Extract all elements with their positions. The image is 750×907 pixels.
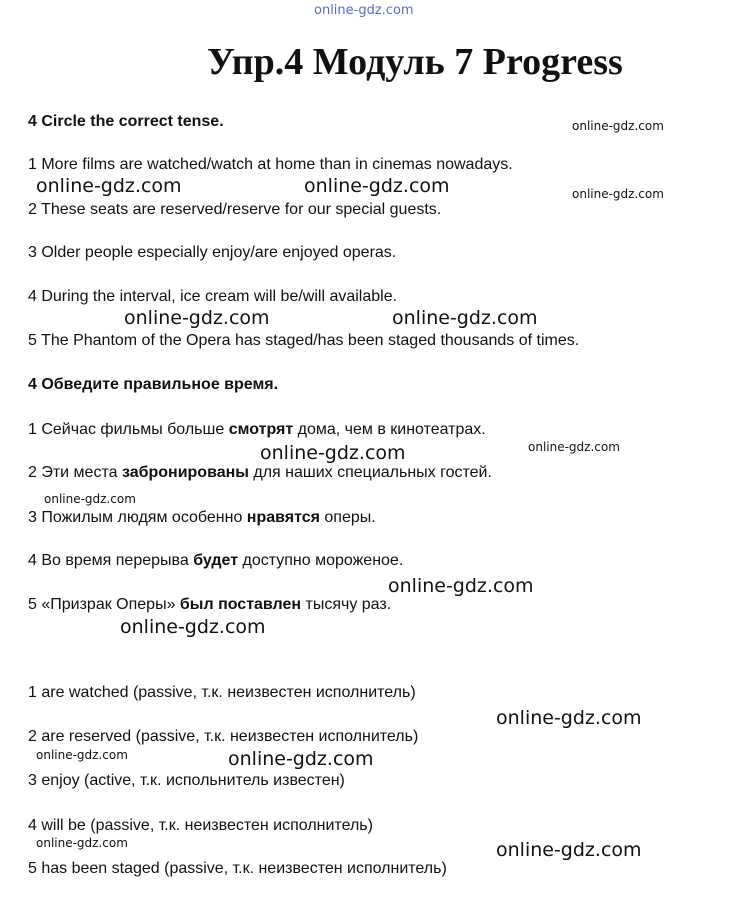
watermark: online-gdz.com [528, 440, 620, 454]
en-item: 1 More films are watched/watch at home than in cinemas nowadays. [28, 156, 513, 173]
answer-item: 4 will be (passive, т.к. неизвестен исполнитель) [28, 817, 373, 834]
ru-item: 5 «Призрак Оперы» был поставлен тысячу раз. [28, 596, 392, 613]
top-watermark: online-gdz.com [314, 3, 414, 18]
watermark: online-gdz.com [44, 492, 136, 506]
watermark: online-gdz.com [124, 307, 270, 329]
watermark: online-gdz.com [572, 187, 664, 201]
watermark: online-gdz.com [496, 839, 642, 861]
watermark: online-gdz.com [392, 307, 538, 329]
watermark: online-gdz.com [228, 748, 374, 770]
ru-item: 3 Пожилым людям особенно нравятся оперы. [28, 509, 376, 526]
answer-item: 1 are watched (passive, т.к. неизвестен исполнитель) [28, 684, 416, 701]
ru-item: 2 Эти места забронированы для наших специальных гостей. [28, 464, 492, 481]
en-item: 3 Older people especially enjoy/are enjoyed operas. [28, 244, 397, 261]
en-heading: 4 Circle the correct tense. [28, 113, 224, 130]
watermark: online-gdz.com [36, 748, 128, 762]
watermark: online-gdz.com [36, 836, 128, 850]
en-item: 2 These seats are reserved/reserve for our special guests. [28, 201, 442, 218]
page-title: Упр.4 Модуль 7 Progress [207, 41, 623, 83]
ru-item: 1 Сейчас фильмы больше смотрят дома, чем в кинотеатрах. [28, 421, 486, 438]
watermark: online-gdz.com [496, 707, 642, 729]
answer-item: 5 has been staged (passive, т.к. неизвестен исполнитель) [28, 860, 447, 877]
en-item: 4 During the interval, ice cream will be/will available. [28, 288, 398, 305]
watermark: online-gdz.com [260, 442, 406, 464]
en-item: 5 The Phantom of the Opera has staged/has been staged thousands of times. [28, 332, 580, 349]
answer-item: 3 enjoy (active, т.к. испольнитель известен) [28, 772, 345, 789]
answer-item: 2 are reserved (passive, т.к. неизвестен исполнитель) [28, 728, 419, 745]
watermark: online-gdz.com [120, 616, 266, 638]
ru-item: 4 Во время перерыва будет доступно мороженое. [28, 552, 404, 569]
watermark: online-gdz.com [388, 575, 534, 597]
ru-heading: 4 Обведите правильное время. [28, 376, 279, 393]
watermark: online-gdz.com [572, 119, 664, 133]
watermark: online-gdz.com [304, 175, 450, 197]
watermark: online-gdz.com [36, 175, 182, 197]
